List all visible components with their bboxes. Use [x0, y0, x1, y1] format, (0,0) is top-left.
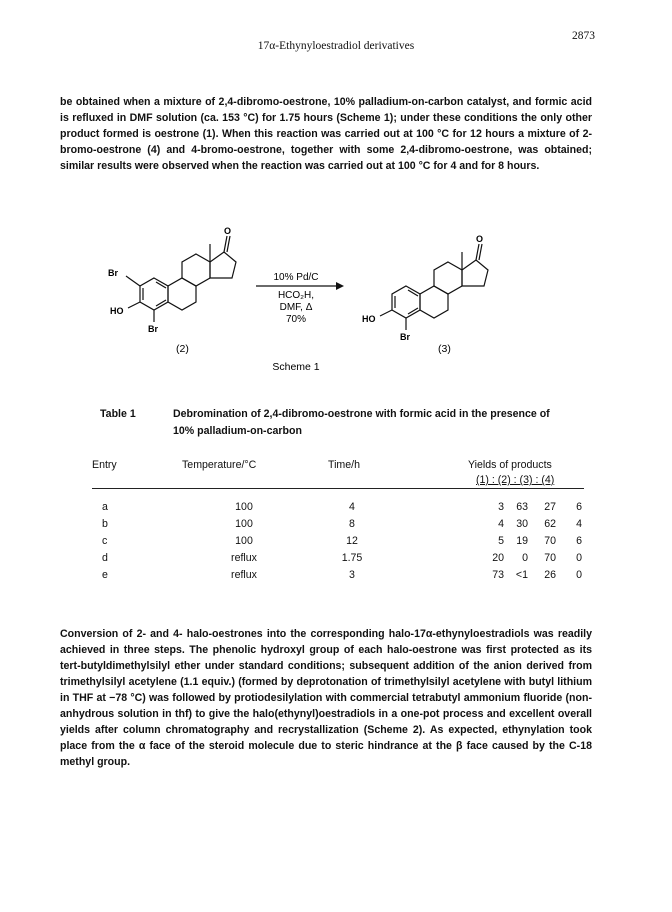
- arrow-head: [336, 282, 344, 290]
- cell-y1: 20: [492, 552, 504, 564]
- condition-reagent: HCO₂H,: [277, 290, 315, 301]
- cell-y2: 30: [516, 518, 528, 530]
- cell-y1: 3: [498, 501, 504, 513]
- atom-o: O: [224, 226, 232, 236]
- cell-entry: a: [102, 501, 108, 513]
- cell-y1: 4: [498, 518, 504, 530]
- cell-y2: 19: [516, 535, 528, 547]
- cell-y3: 70: [544, 552, 556, 564]
- results-table: [92, 457, 584, 586]
- cell-time: 4: [349, 501, 355, 513]
- cell-y1: 73: [492, 569, 504, 581]
- atom-br-4: Br: [148, 324, 159, 334]
- page-number: 2873: [572, 30, 595, 42]
- product-atom-br: Br: [400, 332, 411, 342]
- product-structure: [380, 244, 488, 330]
- paragraph-text: be obtained when a mixture of 2,4-dibromo-oestrone, 10% palladium-on-carbon catalyst, and formic acid is refluxed in DMF solution (ca. 153 °C) for 1.75 hours (Scheme 1); under these conditions the only other product formed is oestrone (1). When this reaction was carried out at 100 °C for 12 hours a mixture of 2-bromo-oestrone (4) and 4-bromo-oestrone, together with some 2,4-dibromo-oestrone, was obtained; similar results were observed when the reaction was carried out at 100 °C for 4 and for 8 hours.: [60, 96, 592, 172]
- cell-y4: 6: [576, 501, 582, 513]
- header-yields-sub: (1) : (2) : (3) : (4): [476, 474, 555, 486]
- scheme-1-diagram: [96, 222, 576, 382]
- header-entry: Entry: [92, 459, 117, 471]
- atom-br-2: Br: [108, 268, 119, 278]
- cell-y4: 6: [576, 535, 582, 547]
- table-row: [92, 569, 584, 586]
- cell-y2: 0: [522, 552, 528, 564]
- header-temperature: Temperature/°C: [182, 459, 257, 471]
- cell-entry: e: [102, 569, 108, 581]
- condition-catalyst: 10% Pd/C: [273, 272, 319, 283]
- cell-time: 3: [349, 569, 355, 581]
- cell-y3: 70: [544, 535, 556, 547]
- cell-entry: b: [102, 518, 108, 530]
- cell-y3: 26: [544, 569, 556, 581]
- table-row: [92, 501, 584, 518]
- cell-temp: reflux: [231, 569, 257, 581]
- table-row: [92, 552, 584, 569]
- product-label: (3): [438, 343, 451, 355]
- cell-y4: 0: [576, 569, 582, 581]
- cell-y3: 62: [544, 518, 556, 530]
- cell-y3: 27: [544, 501, 556, 513]
- cell-y4: 4: [576, 518, 582, 530]
- reactant-structure: [126, 236, 236, 322]
- table-row: [92, 518, 584, 535]
- cell-temp: 100: [235, 501, 253, 513]
- table-row: [92, 535, 584, 552]
- cell-y2: <1: [515, 569, 528, 581]
- cell-time: 8: [349, 518, 355, 530]
- reactant-label: (2): [176, 343, 189, 355]
- paragraph-text: Conversion of 2- and 4- halo-oestrones into the corresponding halo-17α-ethynyloestradiols was readily achieved in three steps. The phenolic hydroxyl group of each halo-oestrone was first protected as its tert-butyldimethylsilyl ether under standard conditions; subsequent addition of the anion derived from trimethylsilyl acetylene (1.1 equiv.) (formed by deprotonation of trimethylsilyl acetylene with butyl lithium in THF at −78 °C) was followed by protiodesilylation with commercial tetrabutyl ammonium fluoride (non-anhydrous solution in thf) to give the halo(ethynyl)oestradiols in a one-pot process and excellent overall yields after column chromatography and recrystallization (Scheme 2). As expected, ethynylation took place from the α face of the steroid molecule due to steric hindrance at the β face caused by the C-18 methyl group.: [60, 628, 592, 768]
- condition-yield: 70%: [285, 314, 307, 325]
- cell-y4: 0: [576, 552, 582, 564]
- cell-temp: 100: [235, 518, 253, 530]
- header-time: Time/h: [328, 459, 360, 471]
- header-rule: [92, 488, 584, 489]
- table-body: [92, 501, 584, 586]
- cell-y1: 5: [498, 535, 504, 547]
- cell-entry: d: [102, 552, 108, 564]
- table-title: Debromination of 2,4-dibromo-oestrone with formic acid in the presence of 10% palladium-on-carbon: [173, 408, 550, 437]
- atom-ho: HO: [110, 306, 124, 316]
- table-label: Table 1: [100, 408, 136, 420]
- cell-entry: c: [102, 535, 108, 547]
- header-yields: Yields of products: [468, 459, 552, 471]
- cell-y2: 63: [516, 501, 528, 513]
- paragraph-intro: [60, 94, 592, 174]
- paragraph-conversion: [60, 626, 592, 770]
- condition-solvent: DMF, Δ: [279, 302, 313, 313]
- scheme-title: Scheme 1: [272, 361, 320, 373]
- cell-temp: 100: [235, 535, 253, 547]
- product-atom-ho: HO: [362, 314, 376, 324]
- product-atom-o: O: [476, 234, 484, 244]
- table-header: [92, 457, 584, 489]
- cell-time: 12: [346, 535, 358, 547]
- running-header: 17α-Ethynyloestradiol derivatives: [257, 40, 415, 52]
- cell-temp: reflux: [231, 552, 257, 564]
- cell-time: 1.75: [341, 552, 363, 564]
